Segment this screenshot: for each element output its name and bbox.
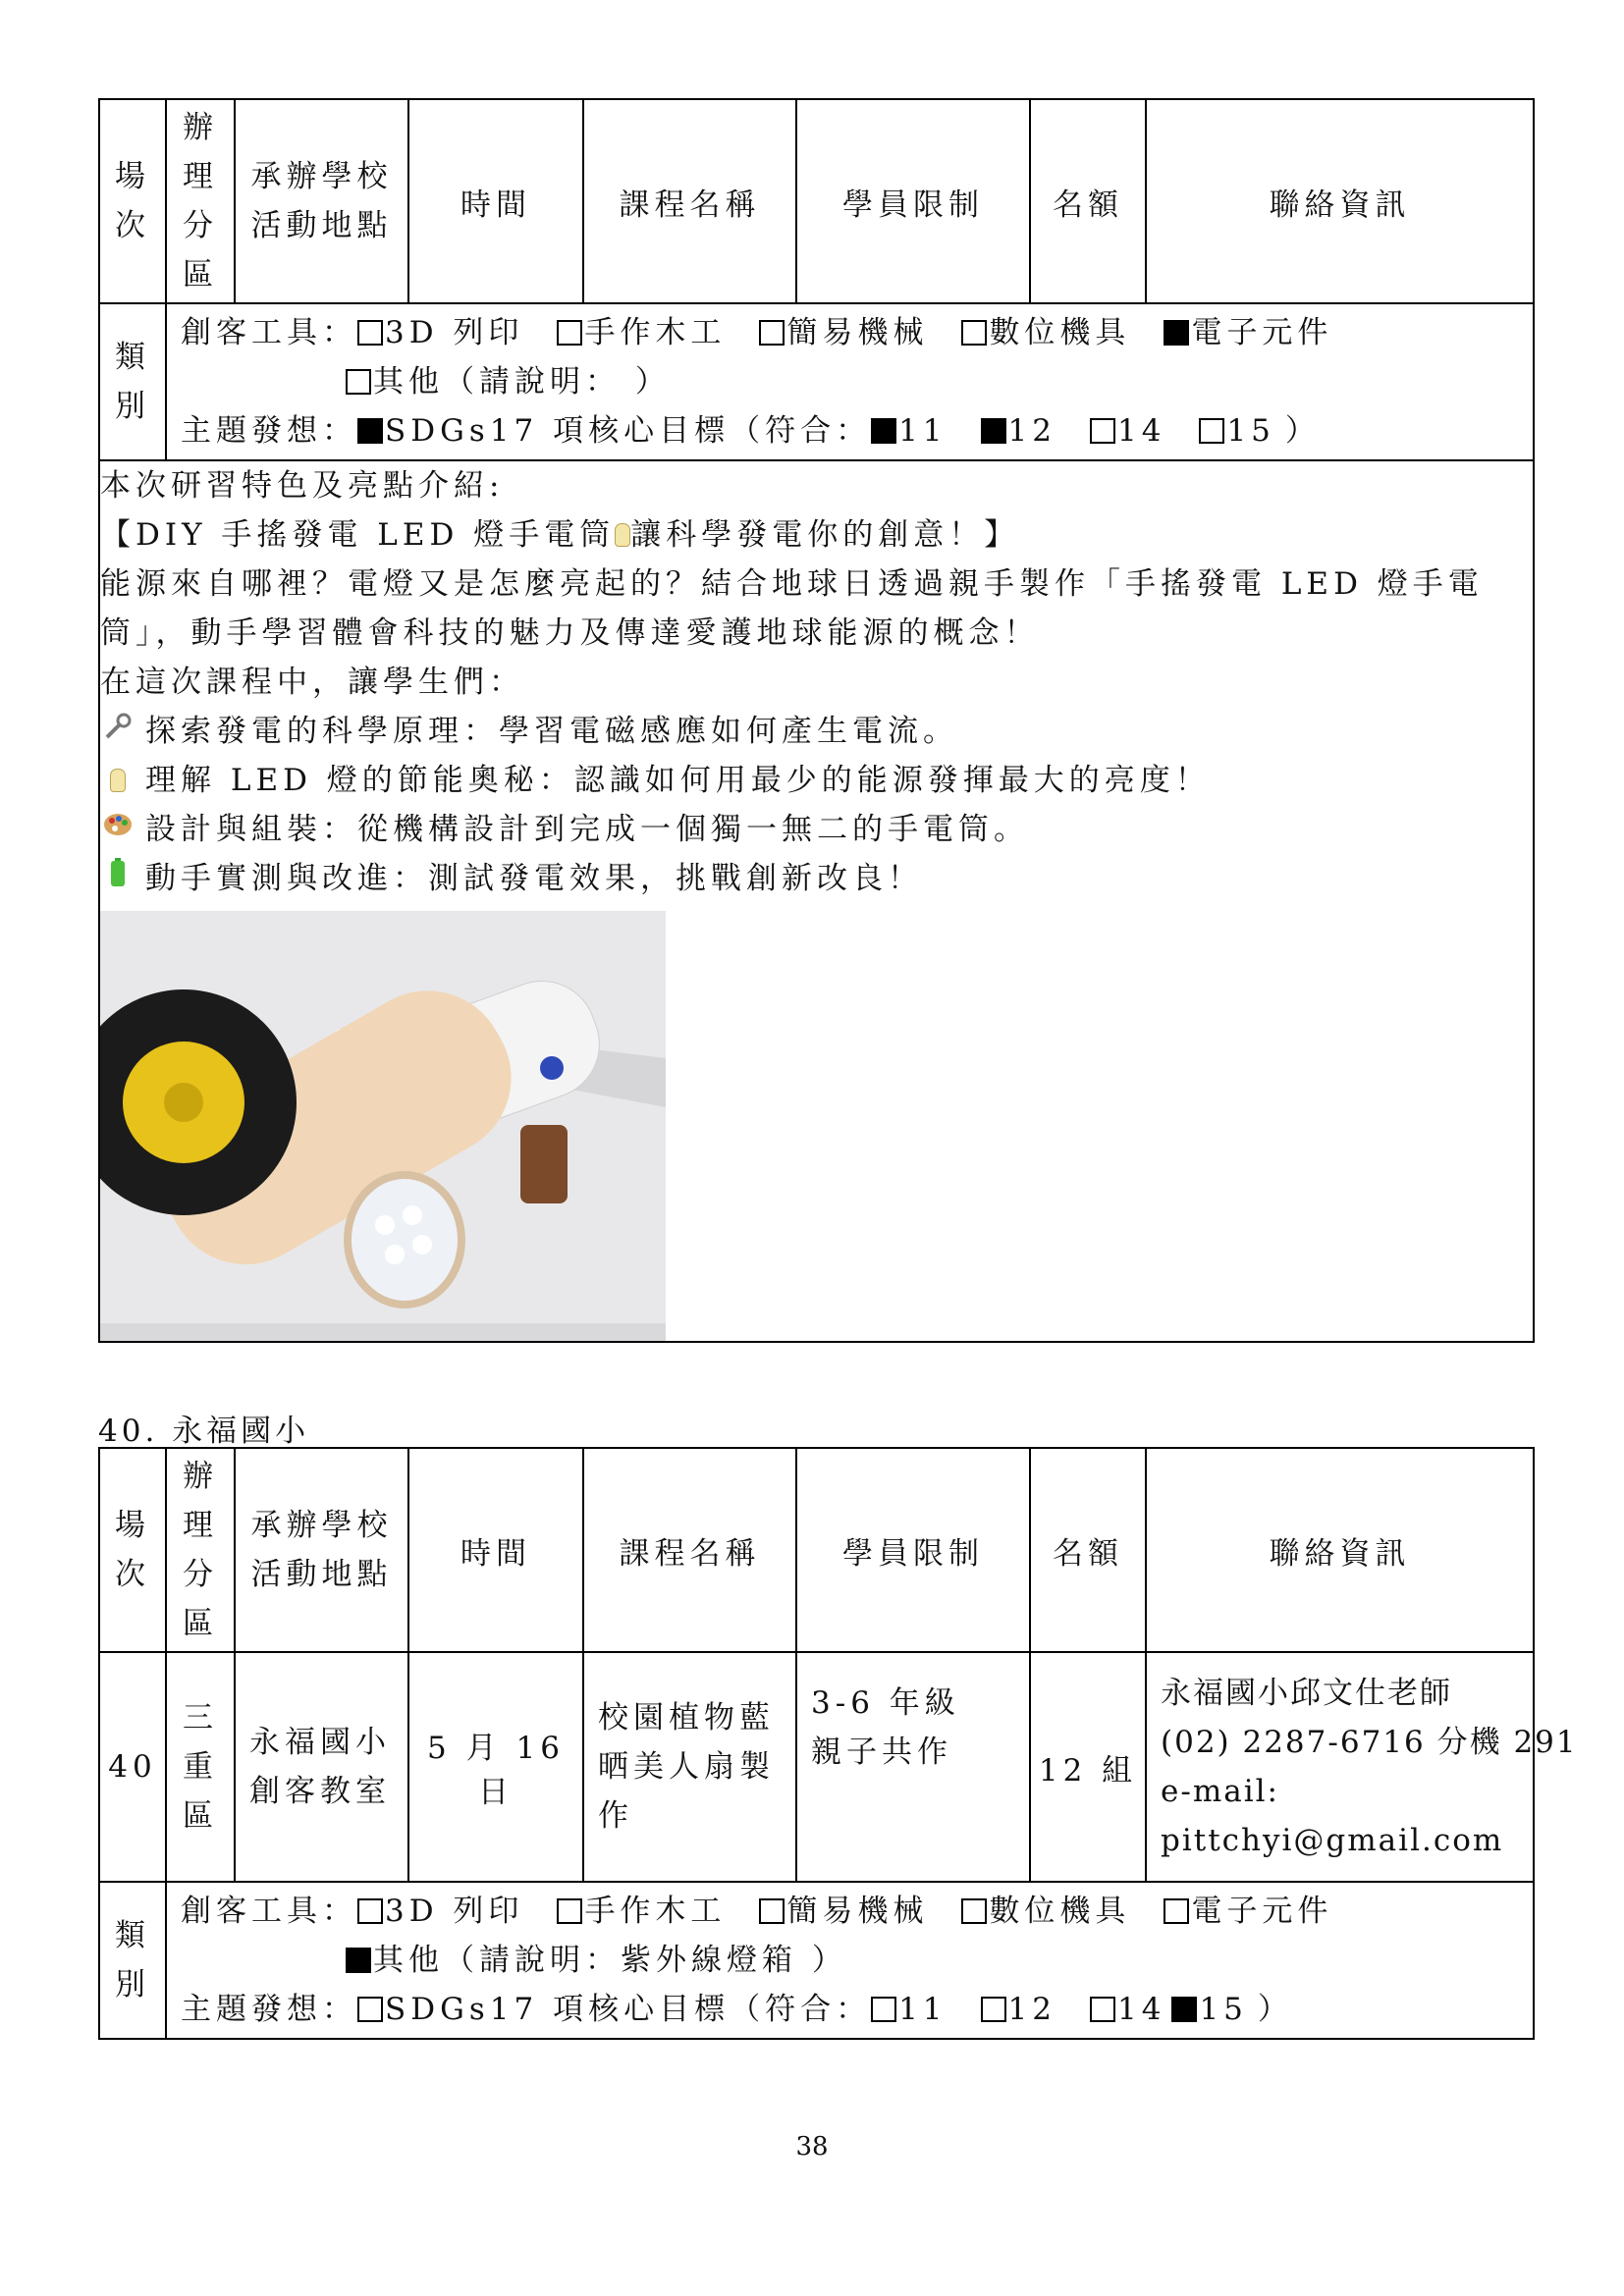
header-session: 場 次: [99, 1448, 166, 1652]
session-number: 40: [99, 1652, 166, 1882]
tool-digital: 數位機具: [961, 1894, 1130, 1929]
header-course: 課程名稱: [583, 99, 796, 303]
header-time: 時間: [408, 1448, 583, 1652]
feature-point: 理解 LED 燈的節能奧秘：認識如何用最少的能源發揮最大的亮度！: [100, 756, 1533, 805]
email-link[interactable]: pittchyi@gmail.com: [1161, 1823, 1504, 1858]
activity-table-39: [98, 98, 1535, 1343]
features-cell: [99, 460, 1534, 1342]
tool-machine: 簡易機械: [759, 1894, 928, 1929]
tool-wood: 手作木工: [557, 1894, 726, 1929]
category-row: [99, 1882, 1534, 2039]
category-body: [166, 303, 1534, 460]
features-title: 【DIY 手搖發電 LED 燈手電筒 讓科學發電你的創意！】: [100, 517, 1020, 553]
category-body: [166, 1882, 1534, 2039]
header-district: 辦 理 分 區: [166, 1448, 235, 1652]
tools-label: 創客工具：: [181, 315, 357, 350]
palette-icon: [100, 805, 135, 854]
battery-icon: [100, 854, 135, 903]
contact-info: 永福國小邱文仕老師 (02) 2287-6716 分機 291 e-mail: pittchyi@gmail.com: [1146, 1652, 1534, 1882]
date: 5 月 16 日: [408, 1652, 583, 1882]
features-lead: 在這次課程中，讓學生們：: [100, 665, 524, 700]
other-row: 其他（請說明： ）: [181, 357, 1519, 406]
header-session: 場 次: [99, 99, 166, 303]
other-row: 其他（請說明：紫外線燈箱 ）: [181, 1936, 1519, 1985]
header-school: 承辦學校 活動地點: [235, 99, 408, 303]
tool-electronic: 電子元件: [1164, 315, 1332, 350]
activity-table-40: [98, 1447, 1578, 2040]
header-contact: 聯絡資訊: [1146, 99, 1534, 303]
header-contact: 聯絡資訊: [1146, 1448, 1534, 1652]
header-limit: 學員限制: [796, 1448, 1030, 1652]
bulb-icon: [615, 523, 630, 547]
category-label: 類 別: [99, 1882, 166, 2039]
header-time: 時間: [408, 99, 583, 303]
tool-electronic: 電子元件: [1164, 1894, 1332, 1929]
tool-digital: 數位機具: [961, 315, 1130, 350]
category-row: [99, 303, 1534, 460]
table-header-row: [99, 99, 1534, 303]
tool-wood: 手作木工: [557, 315, 726, 350]
feature-point: 設計與組裝：從機構設計到完成一個獨一無二的手電筒。: [100, 805, 1533, 854]
features-intro: 能源來自哪裡？電燈又是怎麼亮起的？結合地球日透過親手製作「手搖發電 LED 燈手電筒」，動手學習體會科技的魅力及傳達愛護地球能源的概念！: [100, 566, 1484, 651]
tool-3d: 3D 列印: [357, 315, 523, 350]
tools-row: 創客工具： 3D 列印 手作木工 簡易機械 數位機具 電子元件: [181, 1894, 1333, 1929]
header-limit: 學員限制: [796, 99, 1030, 303]
venue: 永福國小 創客教室: [235, 1652, 408, 1882]
header-quota: 名額: [1030, 99, 1146, 303]
header-district: 辦 理 分 區: [166, 99, 235, 303]
header-quota: 名額: [1030, 1448, 1146, 1652]
section-title: 40. 永福國小: [98, 1414, 310, 1449]
participant-limit: 3-6 年級 親子共作: [796, 1652, 1030, 1882]
category-label: 類 別: [99, 303, 166, 460]
theme-row: 主題發想： SDGs17 項核心目標（符合： 11 12 14 15 ）: [181, 413, 1321, 449]
quota: 12 組: [1030, 1652, 1146, 1882]
tool-machine: 簡易機械: [759, 315, 928, 350]
features-heading: 本次研習特色及亮點介紹:: [100, 468, 505, 504]
feature-point: 動手實測與改進：測試發電效果，挑戰創新改良！: [100, 854, 1533, 903]
district: 三 重 區: [166, 1652, 235, 1882]
flashlight-photo: [100, 911, 666, 1341]
tools-row: [181, 308, 1519, 357]
feature-point: 探索發電的科學原理：學習電磁感應如何產生電流。: [100, 707, 1533, 756]
table-header-row: [99, 1448, 1534, 1652]
header-school: 承辦學校 活動地點: [235, 1448, 408, 1652]
bulb-icon: [100, 756, 135, 805]
features-row: [99, 460, 1534, 1342]
header-course: 課程名稱: [583, 1448, 796, 1652]
page-number: 38: [795, 2132, 829, 2162]
course-name: 校園植物藍 晒美人扇製 作: [583, 1652, 796, 1882]
theme-row: 主題發想： SDGs17 項核心目標（符合： 11 12 14 15 ）: [181, 1992, 1293, 2027]
wrench-icon: [100, 707, 135, 756]
table-row: [99, 1652, 1534, 1882]
tool-3d: 3D 列印: [357, 1894, 523, 1929]
